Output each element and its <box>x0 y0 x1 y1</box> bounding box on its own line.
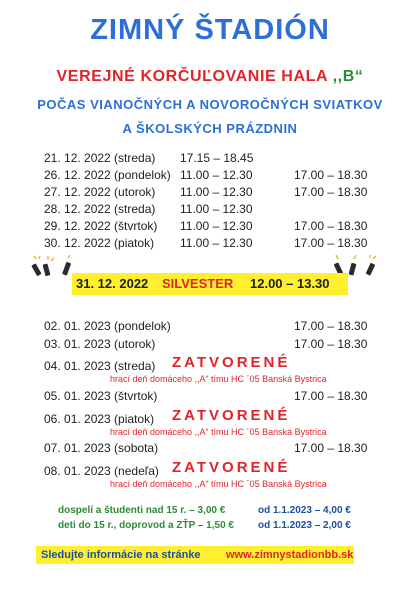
silvester-banner <box>72 273 348 295</box>
schedule-date: 27. 12. 2022 (utorok) <box>44 185 156 199</box>
schedule-date: 04. 01. 2023 (streda) <box>44 359 156 373</box>
footer-text: Sledujte informácie na stránke <box>41 549 201 561</box>
schedule-date: 03. 01. 2023 (utorok) <box>44 337 156 351</box>
closed-reason: hrací deň domáceho ,,A“ tímu HC ´05 Banská Bystrica <box>110 479 327 489</box>
schedule-time-evening: 17.00 – 18.30 <box>294 389 368 403</box>
schedule-time-morning: 11.00 – 12.30 <box>180 219 253 233</box>
holiday-line: POČAS VIANOČNÝCH A NOVOROČNÝCH SVIATKOV <box>37 97 383 112</box>
schedule-date: 07. 01. 2023 (sobota) <box>44 441 159 455</box>
schedule-date: 30. 12. 2022 (piatok) <box>44 236 155 250</box>
schedule-time-morning: 17.15 – 18.45 <box>180 151 254 165</box>
schedule-time-evening: 17.00 – 18.30 <box>294 185 368 199</box>
schedule-time-evening: 17.00 – 18.30 <box>294 319 368 333</box>
schedule-time-morning: 11.00 – 12.30 <box>180 168 253 182</box>
silvester-time: 12.00 – 13.30 <box>250 276 330 291</box>
schedule-time-evening: 17.00 – 18.30 <box>294 236 368 250</box>
schedule-time-morning: 11.00 – 12.30 <box>180 185 253 199</box>
page-title: ZIMNÝ ŠTADIÓN <box>90 14 330 46</box>
schedule-time-morning: 11.00 – 12.30 <box>180 236 253 250</box>
schedule-time-evening: 17.00 – 18.30 <box>294 441 368 455</box>
event-subtitle <box>0 68 420 86</box>
schedule-date: 28. 12. 2022 (streda) <box>44 202 156 216</box>
silvester-label: SILVESTER <box>162 276 234 291</box>
closed-label: ZATVORENÉ <box>172 407 291 424</box>
price-adults: dospelí a študenti nad 15 r. – 3,00 € <box>58 505 226 516</box>
schedule-time-evening: 17.00 – 18.30 <box>294 168 368 182</box>
schedule-time-evening: 17.00 – 18.30 <box>294 337 368 351</box>
schedule-time-evening: 17.00 – 18.30 <box>294 219 368 233</box>
price-kids: deti do 15 r., doprovod a ZŤP – 1,50 € <box>58 520 234 531</box>
closed-reason: hrací deň domáceho ,,A“ tímu HC ´05 Banská Bystrica <box>110 427 327 437</box>
schedule-date: 08. 01. 2023 (nedeľa) <box>44 464 159 478</box>
schedule-date: 05. 01. 2023 (štvrtok) <box>44 389 158 403</box>
price-adults-new: od 1.1.2023 – 4,00 € <box>258 505 351 516</box>
champagne-bottles-icon <box>30 255 74 280</box>
closed-label: ZATVORENÉ <box>172 354 291 371</box>
closed-reason: hrací deň domáceho ,,A“ tímu HC ´05 Banská Bystrica <box>110 374 327 384</box>
schedule-date: 26. 12. 2022 (pondelok) <box>44 168 171 182</box>
silvester-date: 31. 12. 2022 <box>76 276 149 291</box>
website-link[interactable]: www.zimnystadionbb.sk <box>226 549 354 561</box>
schedule-date: 02. 01. 2023 (pondelok) <box>44 319 171 333</box>
price-kids-new: od 1.1.2023 – 2,00 € <box>258 520 351 531</box>
schedule-date: 21. 12. 2022 (streda) <box>44 151 156 165</box>
school-holiday-line: A ŠKOLSKÝCH PRÁZDNIN <box>122 121 298 136</box>
schedule-date: 29. 12. 2022 (štvrtok) <box>44 219 158 233</box>
hall-label: ,,B“ <box>332 68 364 85</box>
event-subtitle-text: VEREJNÉ KORČUĽOVANIE HALA <box>56 68 328 85</box>
schedule-date: 06. 01. 2023 (piatok) <box>44 412 155 426</box>
schedule-time-morning: 11.00 – 12.30 <box>180 202 253 216</box>
closed-label: ZATVORENÉ <box>172 459 291 476</box>
footer-banner <box>36 546 354 564</box>
